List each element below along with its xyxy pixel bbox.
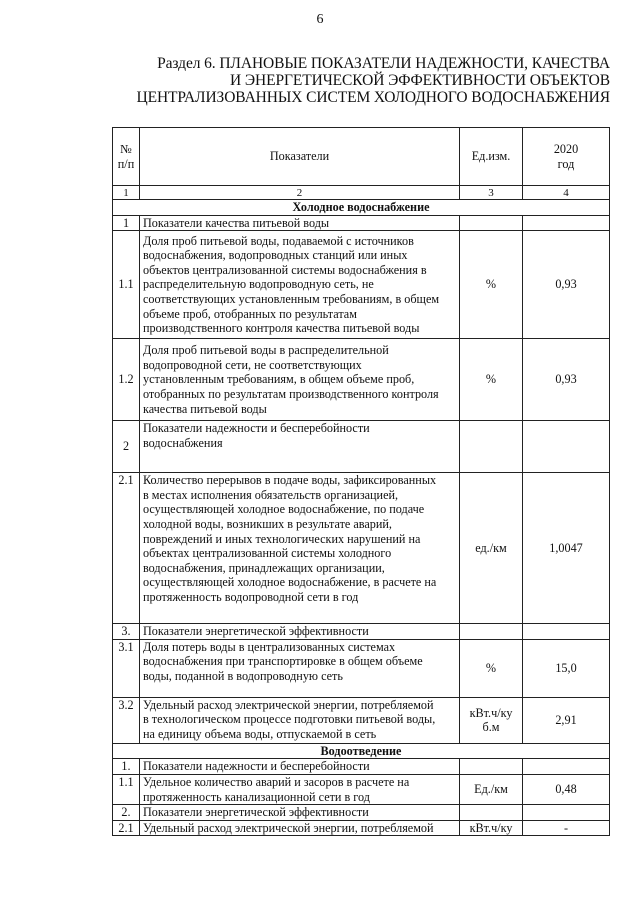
- table-row: [113, 231, 610, 339]
- row-unit: Ед./км: [460, 774, 523, 804]
- row-unit: кВт.ч/ку б.м: [460, 697, 523, 743]
- row-unit: %: [460, 231, 523, 339]
- row-text: Удельный расход электрической энергии, потребляемой: [140, 820, 460, 836]
- row-unit: [460, 215, 523, 231]
- title-line-2: И ЭНЕРГЕТИЧЕСКОЙ ЭФФЕКТИВНОСТИ ОБЪЕКТОВ: [230, 72, 610, 89]
- index-cell: 2: [140, 186, 460, 200]
- indicators-table: [112, 127, 610, 836]
- row-text: Показатели качества питьевой воды: [140, 215, 460, 231]
- row-num: 2.: [113, 805, 140, 821]
- section-title-water: Холодное водоснабжение: [113, 200, 610, 216]
- table-row: [113, 697, 610, 743]
- table-header-row: [113, 128, 610, 186]
- table-row: [113, 759, 610, 775]
- row-text: Удельное количество аварий и засоров в расчете на протяженность канализационной сети в год: [140, 774, 460, 804]
- section-title: [118, 55, 610, 106]
- table-row: [113, 639, 610, 697]
- table-row: [113, 624, 610, 640]
- row-num: 2: [113, 421, 140, 473]
- row-num: 3.: [113, 624, 140, 640]
- row-text: Доля потерь воды в централизованных системах водоснабжения при транспортировке в общем объеме воды, поданной в водопроводную сеть: [140, 639, 460, 697]
- table-row: [113, 820, 610, 836]
- title-line-1: Раздел 6. ПЛАНОВЫЕ ПОКАЗАТЕЛИ НАДЕЖНОСТИ, КАЧЕСТВА: [157, 55, 610, 72]
- row-unit: [460, 805, 523, 821]
- row-text: Количество перерывов в подаче воды, зафиксированных в местах исполнения обязательств организацией, осуществляющей холодное водоснабжение, по подаче холодной воды, возникших в результате аварий, повреждений и иных технологических нарушений на объектах централизованной системы холодного водоснабжения, принадлежащих организации, осуществляющей холодное водоснабжение, в расчете на протяженность водопроводной сети в год: [140, 473, 460, 624]
- row-num: 2.1: [113, 820, 140, 836]
- row-value: 15,0: [523, 639, 610, 697]
- row-value: [523, 215, 610, 231]
- row-unit: %: [460, 639, 523, 697]
- row-num: 1: [113, 215, 140, 231]
- row-unit: [460, 759, 523, 775]
- row-num: 1.2: [113, 339, 140, 421]
- header-year: 2020 год: [523, 128, 610, 186]
- row-num: 1.1: [113, 231, 140, 339]
- row-value: [523, 759, 610, 775]
- row-value: 1,0047: [523, 473, 610, 624]
- row-text: Доля проб питьевой воды в распределительной водопроводной сети, не соответствующих установленным требованиям, в общем объеме проб, отобранных по результатам производственного контроля качества питьевой воды: [140, 339, 460, 421]
- row-text: Доля проб питьевой воды, подаваемой с источников водоснабжения, водопроводных станций или иных объектов централизованной системы водоснабжения в распределительную водопроводную сеть, не соответствующих установленным требованиям, в общем объеме проб, отобранных по результатам производственного контроля качества питьевой воды: [140, 231, 460, 339]
- row-text: Показатели энергетической эффективности: [140, 805, 460, 821]
- index-cell: 4: [523, 186, 610, 200]
- row-value: 0,48: [523, 774, 610, 804]
- row-value: [523, 421, 610, 473]
- row-text: Показатели надежности и бесперебойности: [140, 759, 460, 775]
- row-unit: [460, 624, 523, 640]
- page-number: 6: [316, 12, 324, 27]
- index-row: [113, 186, 610, 200]
- row-text: Показатели энергетической эффективности: [140, 624, 460, 640]
- table-row: [113, 215, 610, 231]
- row-num: 1.1: [113, 774, 140, 804]
- index-cell: 3: [460, 186, 523, 200]
- row-value: 0,93: [523, 231, 610, 339]
- row-num: 3.1: [113, 639, 140, 697]
- row-value: 0,93: [523, 339, 610, 421]
- row-num: 3.2: [113, 697, 140, 743]
- row-value: [523, 805, 610, 821]
- row-num: 1.: [113, 759, 140, 775]
- row-unit: ед./км: [460, 473, 523, 624]
- table-row: [113, 805, 610, 821]
- row-num: 2.1: [113, 473, 140, 624]
- table-row: [113, 473, 610, 624]
- row-text: Удельный расход электрической энергии, потребляемой в технологическом процессе подготовки питьевой воды, на единицу объема воды, отпускаемой в сеть: [140, 697, 460, 743]
- header-num: № п/п: [113, 128, 140, 186]
- title-line-3: ЦЕНТРАЛИЗОВАННЫХ СИСТЕМ ХОЛОДНОГО ВОДОСНАБЖЕНИЯ: [136, 89, 610, 106]
- row-unit: %: [460, 339, 523, 421]
- row-value: -: [523, 820, 610, 836]
- row-unit: [460, 421, 523, 473]
- row-value: 2,91: [523, 697, 610, 743]
- header-indicator: Показатели: [140, 128, 460, 186]
- index-cell: 1: [113, 186, 140, 200]
- section-title-sewer: Водоотведение: [113, 743, 610, 759]
- table-row: [113, 339, 610, 421]
- table-row: [113, 774, 610, 804]
- header-unit: Ед.изм.: [460, 128, 523, 186]
- table-row: [113, 421, 610, 473]
- section-row-sewer: [113, 743, 610, 759]
- row-unit: кВт.ч/ку: [460, 820, 523, 836]
- section-row-water: [113, 200, 610, 216]
- row-value: [523, 624, 610, 640]
- row-text: Показатели надежности и бесперебойности водоснабжения: [140, 421, 460, 473]
